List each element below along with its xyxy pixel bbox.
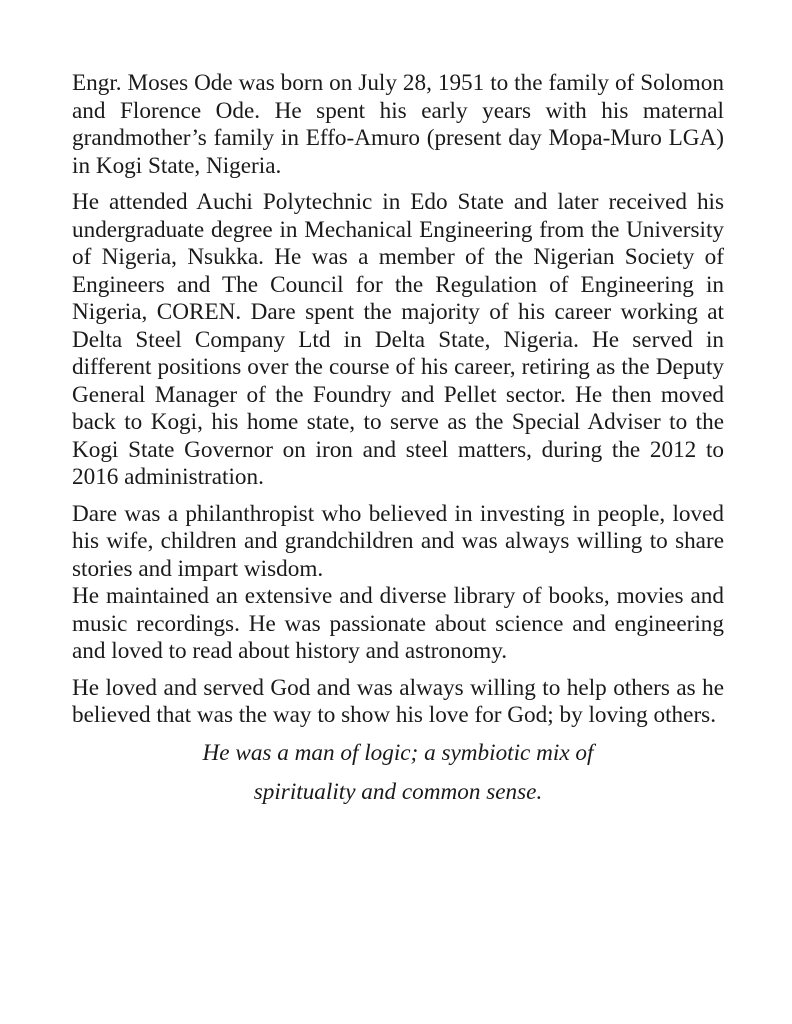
document-page [72,70,724,807]
closing-quote [72,740,724,807]
quote-line-1: He was a man of logic; a symbiotic mix of [202,739,594,766]
quote-line-2: spirituality and common sense. [253,779,543,805]
paragraph-library: He maintained an extensive and diverse library of books, movies and music recordings. He was passionate about science and engineering and loved to read about history and astronomy. [72,583,724,664]
paragraph-faith: He loved and served God and was always willing to help others as he believed that was the way to show his love for God; by loving others. [72,674,724,728]
paragraph-early-life: Engr. Moses Ode was born on July 28, 1951 to the family of Solomon and Florence Ode. He spent his early years with his maternal grandmother’s family in Effo-Amuro (present day Mopa-Muro LGA) in Kogi State, Nigeria. [72,70,724,179]
paragraph-career: He attended Auchi Polytechnic in Edo State and later received his undergraduate degree in Mechanical Engineering from the University of Nigeria, Nsukka. He was a member of the Nigerian Society of Engineers and The Council for the Regulation of Engineering in Nigeria, COREN. Dare spent the majority of his career working at Delta Steel Company Ltd in Delta State, Nigeria. He served in different positions over the course of his career, retiring as the Deputy General Manager of the Foundry and Pellet sector. He then moved back to Kogi, his home state, to serve as the Special Adviser to the Kogi State Governor on iron and steel matters, during the 2012 to 2016 administration. [72,189,724,490]
paragraph-philanthropy: Dare was a philanthropist who believed in investing in people, loved his wife, children and grandchildren and was always willing to share stories and impart wisdom. [72,500,724,582]
